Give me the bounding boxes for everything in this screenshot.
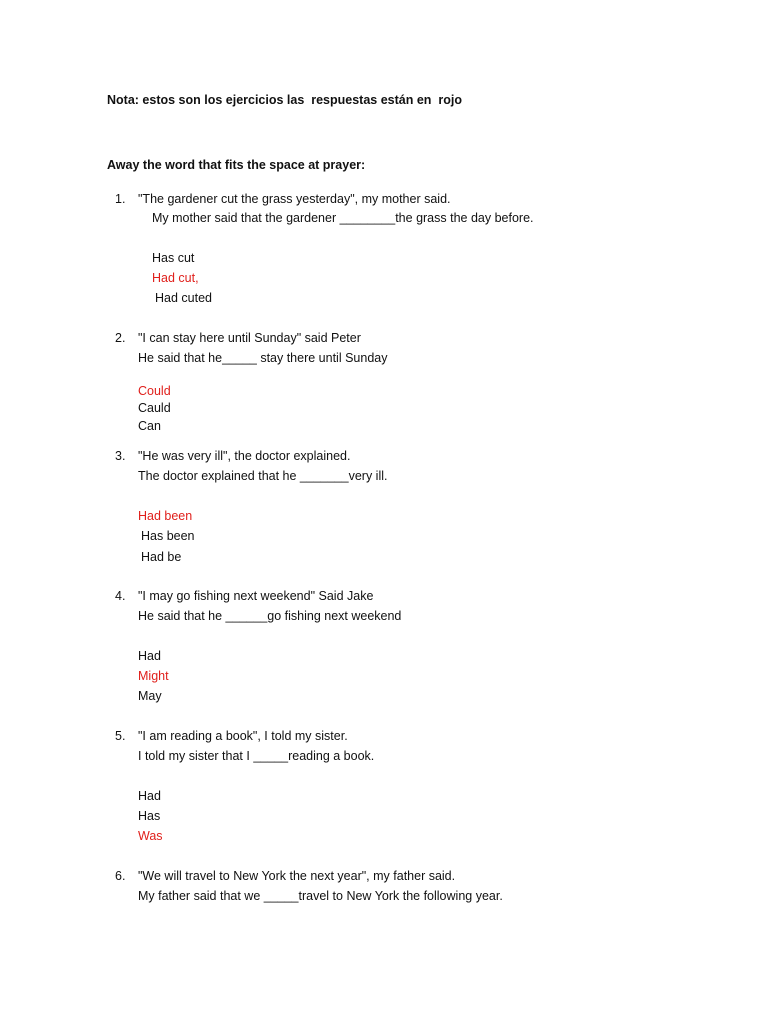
instructions-heading: Away the word that fits the space at prayer: bbox=[107, 158, 366, 172]
question-prompt: "He was very ill", the doctor explained. bbox=[138, 449, 351, 463]
question-sentence: He said that he_____ stay there until Sunday bbox=[138, 351, 388, 365]
option: May bbox=[138, 689, 162, 703]
option: Has cut bbox=[152, 251, 195, 265]
question-number: 6. bbox=[115, 869, 126, 883]
question-number: 2. bbox=[115, 331, 126, 345]
question-sentence: My father said that we _____travel to New York the following year. bbox=[138, 889, 503, 903]
note-heading: Nota: estos son los ejercicios las respuestas están en rojo bbox=[107, 93, 462, 107]
question-prompt: "I may go fishing next weekend" Said Jake bbox=[138, 589, 374, 603]
question-sentence: My mother said that the gardener ________the grass the day before. bbox=[152, 211, 534, 225]
question-sentence: The doctor explained that he _______very ill. bbox=[138, 469, 388, 483]
option: Has been bbox=[141, 529, 195, 543]
question-number: 4. bbox=[115, 589, 126, 603]
question-sentence: I told my sister that I _____reading a book. bbox=[138, 749, 375, 763]
question-number: 1. bbox=[115, 192, 126, 206]
option: Had be bbox=[141, 550, 182, 564]
correct-option: Had cut, bbox=[152, 271, 199, 285]
option: Had bbox=[138, 789, 161, 803]
correct-option: Could bbox=[138, 384, 171, 398]
option: Can bbox=[138, 419, 161, 433]
correct-option: Had been bbox=[138, 509, 193, 523]
option: Had cuted bbox=[155, 291, 212, 305]
question-prompt: "We will travel to New York the next year", my father said. bbox=[138, 869, 456, 883]
option: Had bbox=[138, 649, 161, 663]
question-prompt: "I can stay here until Sunday" said Peter bbox=[138, 331, 361, 345]
correct-option: Might bbox=[138, 669, 169, 683]
question-prompt: "The gardener cut the grass yesterday", my mother said. bbox=[138, 192, 451, 206]
question-sentence: He said that he ______go fishing next weekend bbox=[138, 609, 402, 623]
question-number: 5. bbox=[115, 729, 126, 743]
question-prompt: "I am reading a book", I told my sister. bbox=[138, 729, 348, 743]
option: Has bbox=[138, 809, 161, 823]
option: Cauld bbox=[138, 401, 171, 415]
question-number: 3. bbox=[115, 449, 126, 463]
correct-option: Was bbox=[138, 829, 163, 843]
